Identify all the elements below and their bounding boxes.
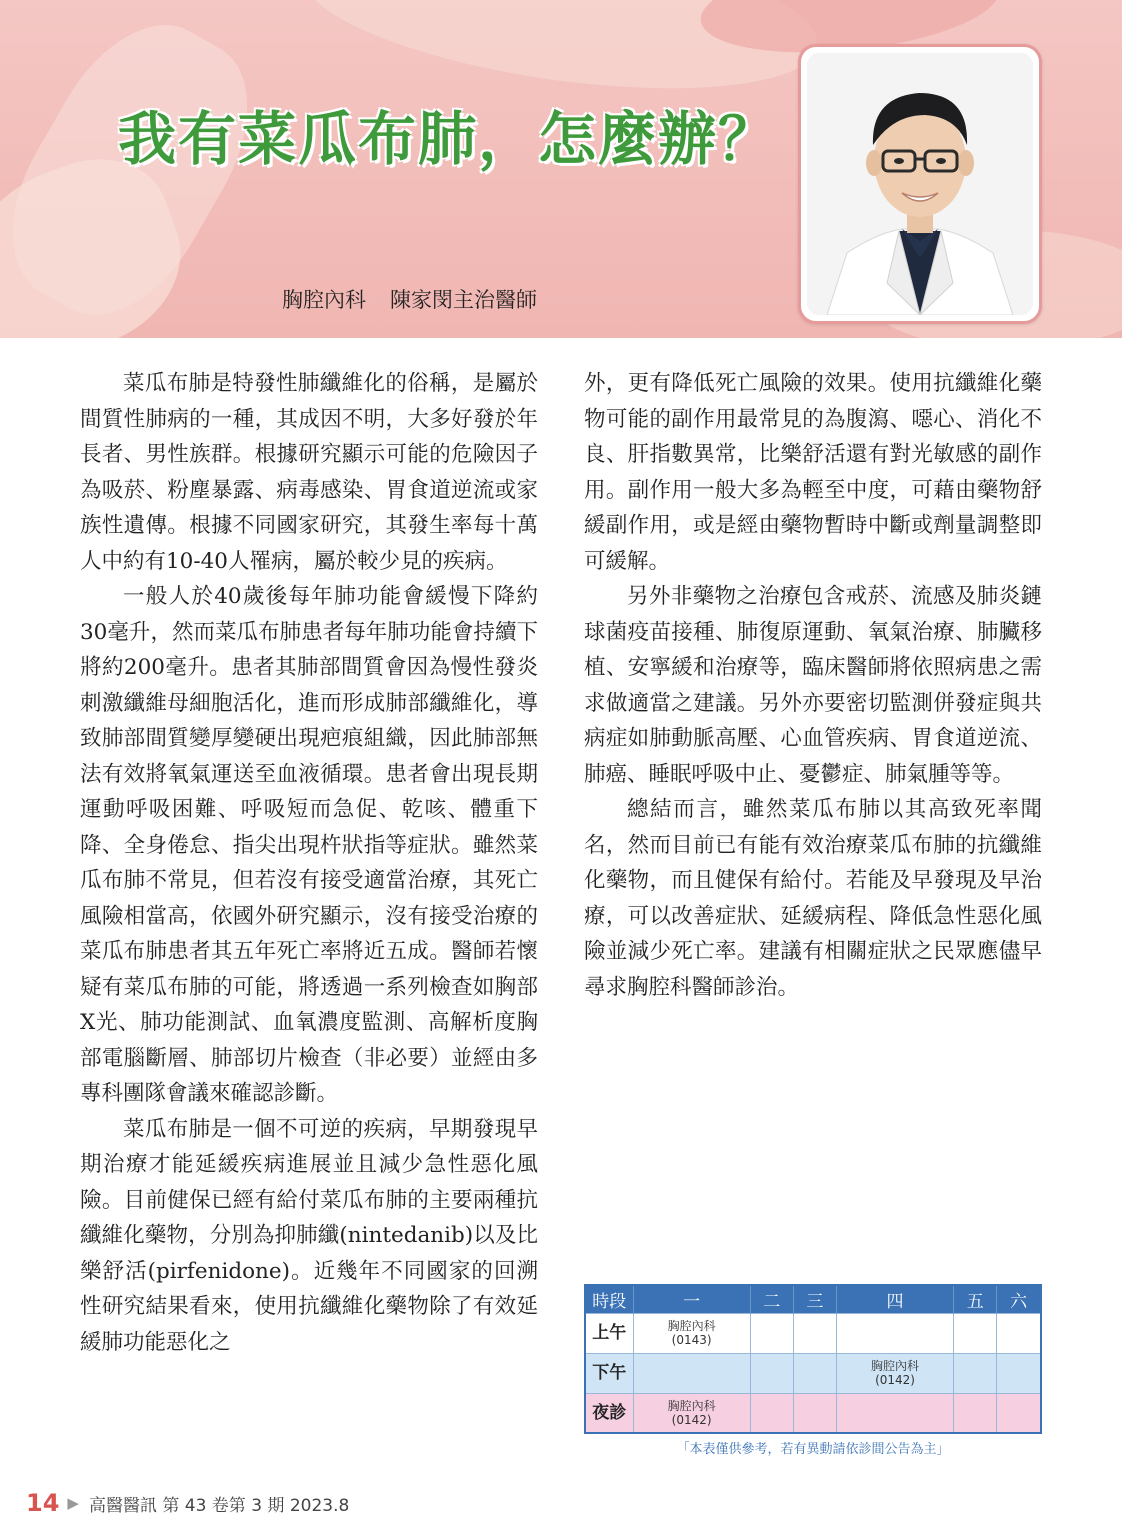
schedule-disclaimer: 「本表僅供參考，若有異動請依診間公告為主」 [676, 1442, 950, 1457]
page-footer [26, 1487, 349, 1519]
schedule-row-evening [585, 1393, 1041, 1433]
day-header: 五 [954, 1285, 997, 1313]
triangle-right-icon: ▶ [67, 1494, 79, 1512]
schedule-header-row [585, 1285, 1041, 1313]
schedule-cell [633, 1353, 750, 1393]
article-column-right [584, 366, 1042, 1005]
schedule-cell [997, 1393, 1041, 1433]
session-label: 夜診 [585, 1393, 633, 1433]
magazine-issue: 高醫醫訊 第 43 卷第 3 期 2023.8 [88, 1495, 350, 1516]
day-header: 一 [633, 1285, 750, 1313]
day-header: 三 [793, 1285, 836, 1313]
schedule-cell [997, 1313, 1041, 1353]
schedule-cell [836, 1313, 953, 1353]
article-paragraph: 總結而言，雖然菜瓜布肺以其高致死率聞名，然而目前已有能有效治療菜瓜布肺的抗纖維化藥物，而且健保有給付。若能及早發現及早治療，可以改善症狀、延緩病程、降低急性惡化風險並減少死亡率。建議有相關症狀之民眾應儘早尋求胸腔科醫師診治。 [584, 797, 1042, 1000]
schedule-cell [997, 1353, 1041, 1393]
article-paragraph-continued: 外，更有降低死亡風險的效果。使用抗纖維化藥物可能的副作用最常見的為腹瀉、噁心、消化不良、肝指數異常，比樂舒活還有對光敏感的副作用。副作用一般大多為輕至中度，可藉由藥物舒緩副作用，或是經由藥物暫時中斷或劑量調整即可緩解。 [584, 371, 1042, 574]
schedule-cell [954, 1393, 997, 1433]
session-label: 下午 [585, 1353, 633, 1393]
article-column-left [80, 366, 538, 1360]
schedule-cell [793, 1393, 836, 1433]
schedule-cell [836, 1353, 953, 1393]
schedule-table [584, 1284, 1042, 1434]
article-paragraph: 一般人於40歲後每年肺功能會緩慢下降約30毫升，然而菜瓜布肺患者每年肺功能會持續下將約200毫升。患者其肺部間質會因為慢性發炎刺激纖維母細胞活化，進而形成肺部纖維化，導致肺部間質變厚變硬出現疤痕組織，因此肺部無法有效將氧氣運送至血液循環。患者會出現長期運動呼吸困難、呼吸短而急促、乾咳、體重下降、全身倦怠、指尖出現杵狀指等症狀。雖然菜瓜布肺不常見，但若沒有接受適當治療，其死亡風險相當高，依國外研究顯示，沒有接受治療的菜瓜布肺患者其五年死亡率將近五成。醫師若懷疑有菜瓜布肺的可能，將透過一系列檢查如胸部X光、肺功能測試、血氧濃度監測、高解析度胸部電腦斷層、肺部切片檢查（非必要）並經由多專科團隊會議來確認診斷。 [80, 584, 538, 1106]
schedule-cell [954, 1353, 997, 1393]
article-title: 我有菜瓜布肺，怎麼辦？ [118, 105, 779, 173]
schedule-corner-header: 時段 [585, 1285, 633, 1313]
article-paragraph: 另外非藥物之治療包含戒菸、流感及肺炎鏈球菌疫苗接種、肺復原運動、氧氣治療、肺臟移植、安寧緩和治療等，臨床醫師將依照病患之需求做適當之建議。另外亦要密切監測併發症與共病症如肺動脈高壓、心血管疾病、胃食道逆流、肺癌、睡眠呼吸中止、憂鬱症、肺氣腫等等。 [584, 584, 1042, 787]
clinic-dept: 胸腔內科 [667, 1319, 716, 1333]
page-number: 14 [26, 1489, 60, 1517]
article-header [0, 0, 1122, 338]
schedule-cell [954, 1313, 997, 1353]
clinic-dept: 胸腔內科 [667, 1398, 716, 1413]
schedule-row-afternoon [585, 1353, 1041, 1393]
schedule-cell [836, 1393, 953, 1433]
clinic-room-code: (0142) [671, 1412, 712, 1427]
day-header: 六 [997, 1285, 1041, 1313]
day-header: 二 [750, 1285, 793, 1313]
clinic-dept: 胸腔內科 [871, 1359, 920, 1373]
schedule-cell [750, 1313, 793, 1353]
clinic-room-code: (0142) [875, 1373, 915, 1387]
schedule-cell [750, 1393, 793, 1433]
schedule-cell [633, 1313, 750, 1353]
clinic-room-code: (0143) [671, 1333, 712, 1347]
schedule-row-morning [585, 1313, 1041, 1353]
author-photo-frame [798, 44, 1042, 324]
author-name: 陳家閔主治醫師 [390, 288, 537, 312]
schedule-cell [750, 1353, 793, 1393]
schedule-cell [793, 1313, 836, 1353]
clinic-schedule [584, 1284, 1042, 1457]
author-department: 胸腔內科 [282, 288, 366, 312]
article-paragraph: 菜瓜布肺是一個不可逆的疾病，早期發現早期治療才能延緩疾病進展並且減少急性惡化風險。目前健保已經有給付菜瓜布肺的主要兩種抗纖維化藥物，分別為抑肺纖(nintedanib)以及比樂舒活(pirfenidone)。近幾年不同國家的回溯性研究結果看來，使用抗纖維化藥物除了有效延緩肺功能惡化之 [80, 1116, 538, 1355]
author-photo [807, 53, 1033, 315]
author-byline [282, 284, 537, 314]
session-label: 上午 [585, 1313, 633, 1353]
day-header: 四 [836, 1285, 953, 1313]
schedule-cell [793, 1353, 836, 1393]
schedule-cell [633, 1393, 750, 1433]
article-paragraph: 菜瓜布肺是特發性肺纖維化的俗稱，是屬於間質性肺病的一種，其成因不明，大多好發於年長者、男性族群。根據研究顯示可能的危險因子為吸菸、粉塵暴露、病毒感染、胃食道逆流或家族性遺傳。根據不同國家研究，其發生率每十萬人中約有10-40人罹病，屬於較少見的疾病。 [80, 371, 538, 574]
